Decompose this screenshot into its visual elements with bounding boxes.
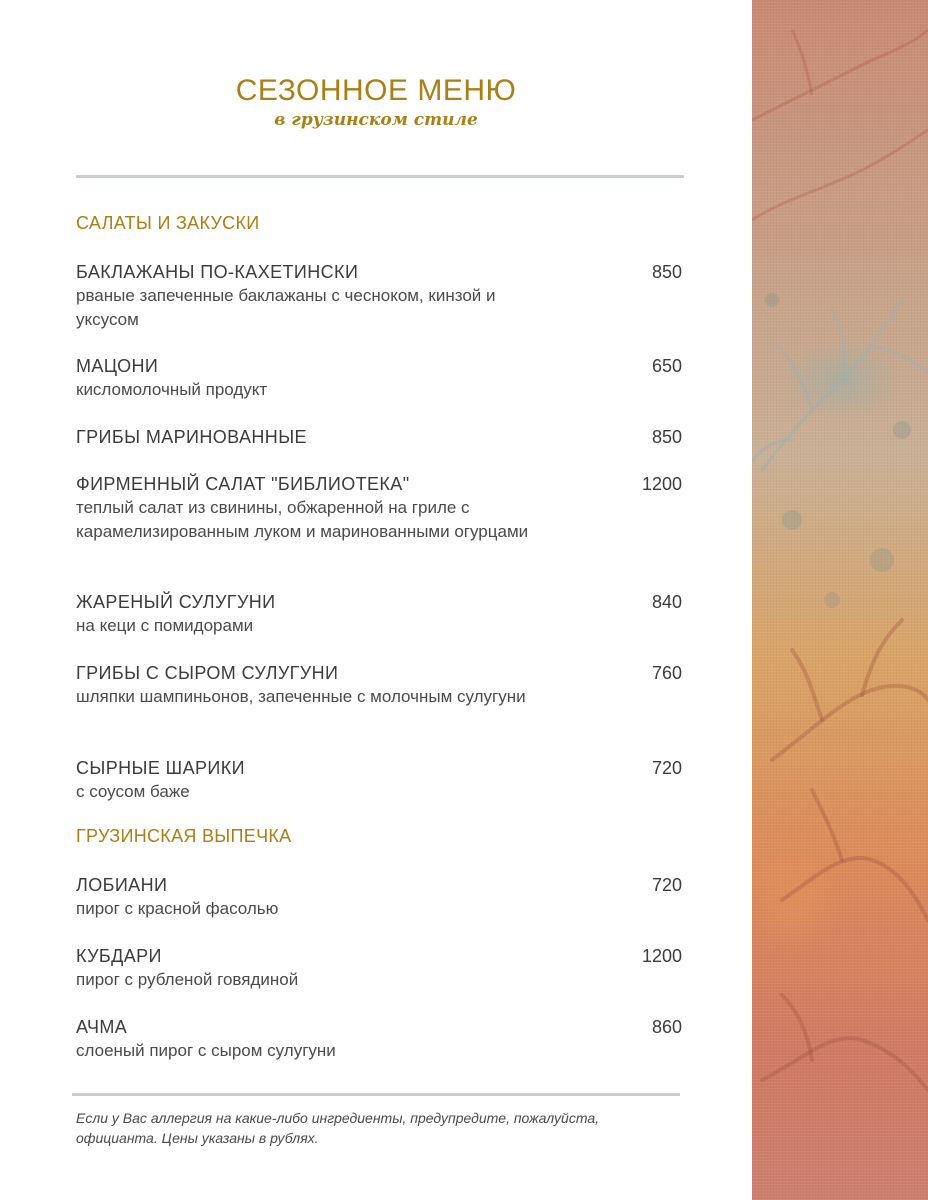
- section-title-salads: САЛАТЫ И ЗАКУСКИ: [76, 213, 260, 233]
- item-price: 1200: [641, 946, 682, 966]
- item-name: АЧМА: [76, 1017, 128, 1037]
- menu-item: [76, 260, 682, 332]
- menu-item: [76, 1015, 682, 1063]
- top-divider: [76, 175, 684, 178]
- item-description: на кеци с помидорами: [76, 616, 254, 635]
- item-description: шляпки шампиньонов, запеченные с молочным сулугуни: [76, 687, 526, 706]
- section-title-pastry: ГРУЗИНСКАЯ ВЫПЕЧКА: [76, 826, 292, 846]
- menu-title: СЕЗОННОЕ МЕНЮ: [235, 74, 517, 107]
- decorative-textile-panel: [752, 0, 928, 1200]
- item-description: слоеный пирог с сыром сулугуни: [76, 1041, 336, 1060]
- botanical-pattern-icon: [752, 0, 928, 1200]
- menu-item: [76, 661, 682, 709]
- allergy-note: Если у Вас аллергия на какие-либо ингредиенты, предупредите, пожалуйста, официанта. Цены указаны в рублях.: [76, 1110, 600, 1146]
- item-name: ГРИБЫ С СЫРОМ СУЛУГУНИ: [76, 663, 339, 683]
- item-name: БАКЛАЖАНЫ ПО-КАХЕТИНСКИ: [76, 262, 359, 282]
- menu-item: [76, 944, 682, 992]
- item-price: 720: [651, 875, 682, 895]
- menu-item: [76, 590, 682, 638]
- bottom-divider: [72, 1093, 680, 1096]
- menu-subtitle: в грузинском стиле: [274, 110, 478, 130]
- item-name: ЖАРЕНЫЙ СУЛУГУНИ: [76, 592, 276, 612]
- item-price: 720: [651, 758, 682, 778]
- item-description: теплый салат из свинины, обжаренной на гриле с карамелизированным луком и маринованными огурцами: [76, 498, 529, 541]
- item-price: 760: [651, 663, 682, 683]
- item-description: с соусом баже: [76, 782, 190, 801]
- item-name: КУБДАРИ: [76, 946, 162, 966]
- menu-item: [76, 873, 682, 921]
- item-name: ЛОБИАНИ: [76, 875, 168, 895]
- item-description: рваные запеченные баклажаны с чесноком, кинзой и уксусом: [76, 286, 496, 329]
- item-price: 850: [651, 427, 682, 447]
- item-name: СЫРНЫЕ ШАРИКИ: [76, 758, 245, 778]
- item-price: 1200: [641, 474, 682, 494]
- menu-item: [76, 354, 682, 402]
- item-description: пирог с красной фасолью: [76, 899, 279, 918]
- menu-item: [76, 756, 682, 804]
- item-description: кисломолочный продукт: [76, 380, 268, 399]
- item-price: 840: [651, 592, 682, 612]
- item-price: 850: [651, 262, 682, 282]
- menu-item: [76, 472, 682, 544]
- menu-item: [76, 425, 682, 449]
- item-name: МАЦОНИ: [76, 356, 159, 376]
- item-description: пирог с рубленой говядиной: [76, 970, 299, 989]
- item-price: 650: [651, 356, 682, 376]
- item-name: ГРИБЫ МАРИНОВАННЫЕ: [76, 427, 307, 447]
- item-name: ФИРМЕННЫЙ САЛАТ "БИБЛИОТЕКА": [76, 474, 410, 494]
- item-price: 860: [651, 1017, 682, 1037]
